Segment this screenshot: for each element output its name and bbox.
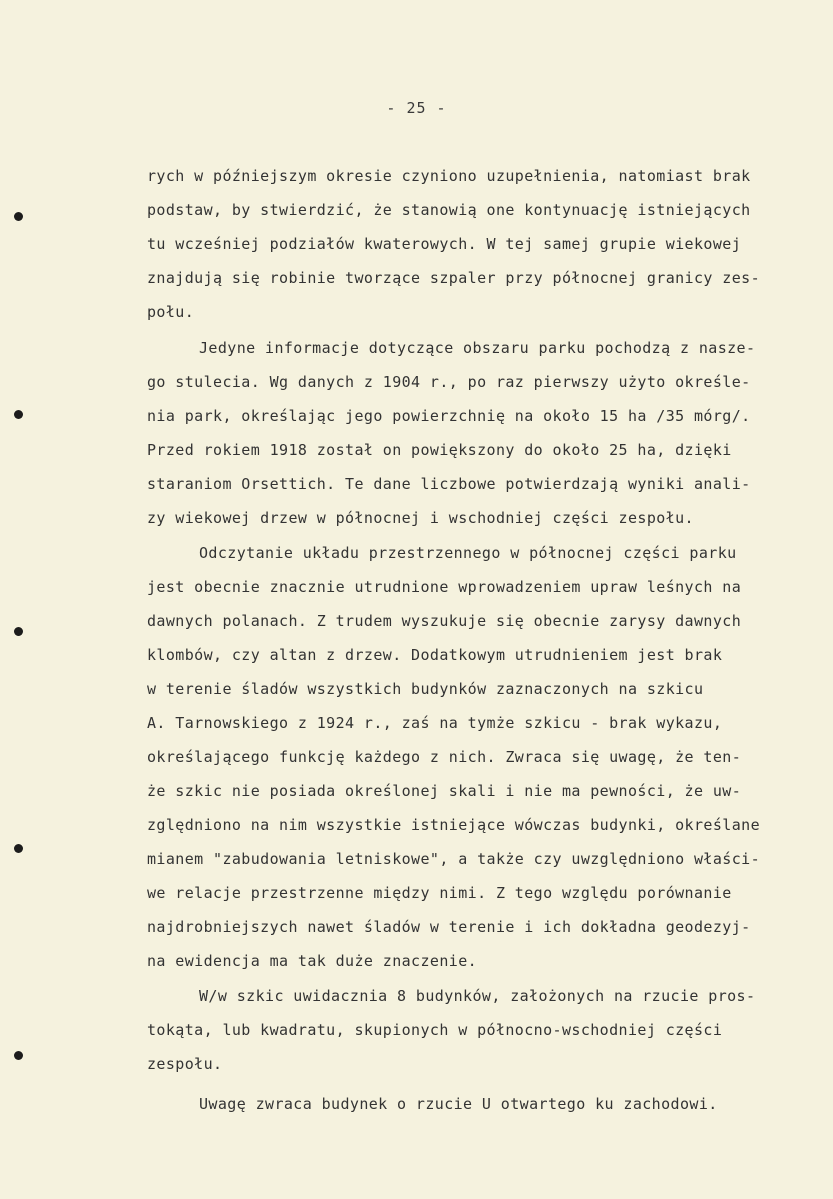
text-line: A. Tarnowskiego z 1924 r., zaś na tymże szkicu - brak wykazu,: [147, 714, 723, 732]
text-line: Przed rokiem 1918 został on powiększony do około 25 ha, dzięki: [147, 441, 732, 459]
text-line: Uwagę zwraca budynek o rzucie U otwartego ku zachodowi.: [199, 1095, 718, 1113]
text-line: jest obecnie znacznie utrudnione wprowadzeniem upraw leśnych na: [147, 578, 742, 596]
text-line: nia park, określając jego powierzchnię na około 15 ha /35 mórg/.: [147, 407, 751, 425]
punch-hole-mark: [14, 844, 23, 853]
text-line: go stulecia. Wg danych z 1904 r., po raz pierwszy użyto określe-: [147, 373, 751, 391]
text-line: że szkic nie posiada określonej skali i nie ma pewności, że uw-: [147, 782, 742, 800]
punch-hole-mark: [14, 1051, 23, 1060]
text-line: zględniono na nim wszystkie istniejące wówczas budynki, określane: [147, 816, 760, 834]
text-line: klombów, czy altan z drzew. Dodatkowym utrudnieniem jest brak: [147, 646, 723, 664]
punch-hole-mark: [14, 627, 23, 636]
text-line: najdrobniejszych nawet śladów w terenie i ich dokładna geodezyj-: [147, 918, 751, 936]
text-line: W/w szkic uwidacznia 8 budynków, założonych na rzucie pros-: [199, 987, 756, 1005]
text-line: tokąta, lub kwadratu, skupionych w północno-wschodniej części: [147, 1021, 723, 1039]
text-line: zy wiekowej drzew w północnej i wschodniej części zespołu.: [147, 509, 694, 527]
text-line: określającego funkcję każdego z nich. Zwraca się uwagę, że ten-: [147, 748, 742, 766]
punch-hole-mark: [14, 212, 23, 221]
text-line: Jedyne informacje dotyczące obszaru parku pochodzą z nasze-: [199, 339, 756, 357]
page-number: - 25 -: [386, 99, 447, 117]
text-line: podstaw, by stwierdzić, że stanowią one kontynuację istniejących: [147, 201, 751, 219]
text-line: znajdują się robinie tworzące szpaler przy północnej granicy zes-: [147, 269, 760, 287]
text-line: Odczytanie układu przestrzennego w północnej części parku: [199, 544, 737, 562]
text-line: tu wcześniej podziałów kwaterowych. W tej samej grupie wiekowej: [147, 235, 742, 253]
text-line: we relacje przestrzenne między nimi. Z tego względu porównanie: [147, 884, 732, 902]
text-line: na ewidencja ma tak duże znaczenie.: [147, 952, 478, 970]
punch-hole-mark: [14, 410, 23, 419]
text-line: staraniom Orsettich. Te dane liczbowe potwierdzają wyniki anali-: [147, 475, 751, 493]
text-line: rych w późniejszym okresie czyniono uzupełnienia, natomiast brak: [147, 167, 751, 185]
text-line: mianem "zabudowania letniskowe", a także czy uwzględniono właści-: [147, 850, 760, 868]
text-line: dawnych polanach. Z trudem wyszukuje się obecnie zarysy dawnych: [147, 612, 742, 630]
text-line: zespołu.: [147, 1055, 223, 1073]
text-line: połu.: [147, 303, 195, 321]
text-line: w terenie śladów wszystkich budynków zaznaczonych na szkicu: [147, 680, 704, 698]
